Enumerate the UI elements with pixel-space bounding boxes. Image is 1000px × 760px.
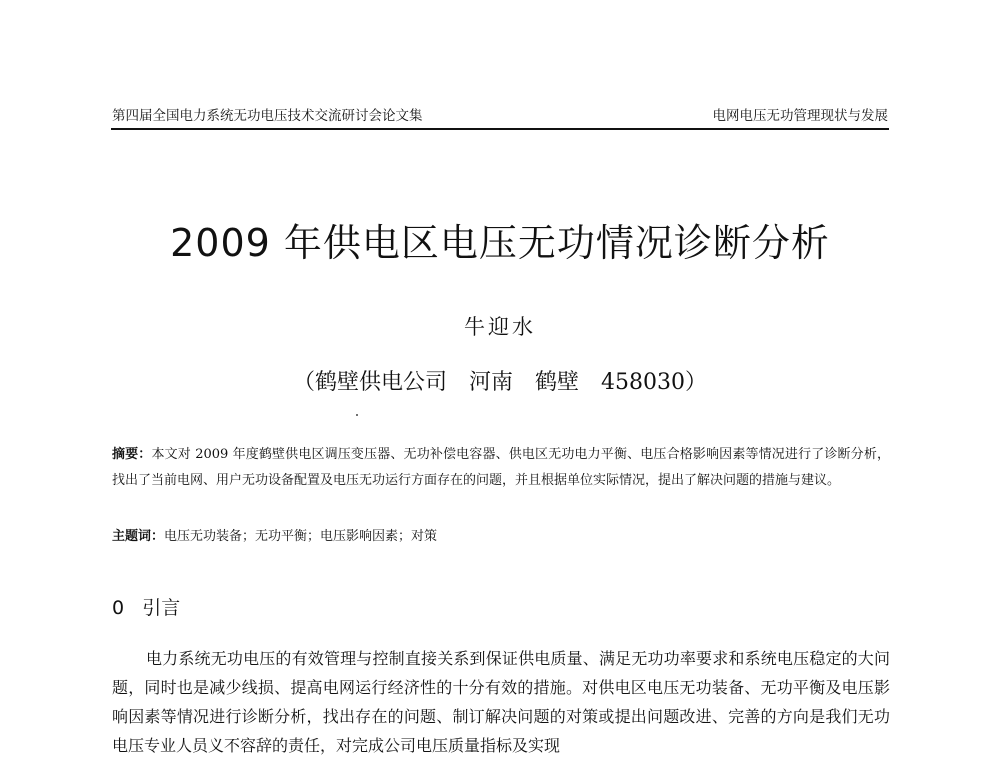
section-heading	[112, 594, 180, 622]
scan-speck	[356, 414, 358, 416]
proceedings-title: 第四届全国电力系统无功电压技术交流研讨会论文集	[112, 108, 423, 124]
author-name: 牛迎水	[464, 315, 536, 339]
keywords-text: 电压无功装备；无功平衡；电压影响因素；对策	[164, 529, 438, 544]
running-header	[112, 106, 888, 126]
section-title: 引言	[142, 597, 181, 619]
keywords	[112, 524, 890, 550]
body-paragraph: 电力系统无功电压的有效管理与控制直接关系到保证供电质量、满足无功功率要求和系统电压稳定的大问题，同时也是减少线损、提高电网运行经济性的十分有效的措施。对供电区电压无功装备、无功平衡及电压影响因素等情况进行诊断分析，找出存在的问题、制订解决问题的对策或提出问题改进、完善的方向是我们无功电压专业人员义不容辞的责任，对完成公司电压质量指标及实现	[112, 649, 890, 755]
keywords-label: 主题词：	[112, 529, 165, 544]
abstract	[112, 442, 890, 494]
abstract-text: 本文对 2009 年度鹤壁供电区调压变压器、无功补偿电容器、供电区无功电力平衡、电压合格影响因素等情况进行了诊断分析，找出了当前电网、用户无功设备配置及电压无功运行方面存在的问题，并且根据单位实际情况，提出了解决问题的措施与建议。	[112, 447, 890, 488]
author-affiliation: （鹤壁供电公司 河南 鹤壁 458030）	[293, 370, 707, 395]
abstract-label: 摘要：	[112, 447, 152, 462]
section-topic: 电网电压无功管理现状与发展	[712, 108, 888, 124]
section-number: 0	[112, 597, 125, 619]
paper-title: 2009 年供电区电压无功情况诊断分析	[170, 221, 830, 265]
header-rule	[111, 128, 889, 130]
